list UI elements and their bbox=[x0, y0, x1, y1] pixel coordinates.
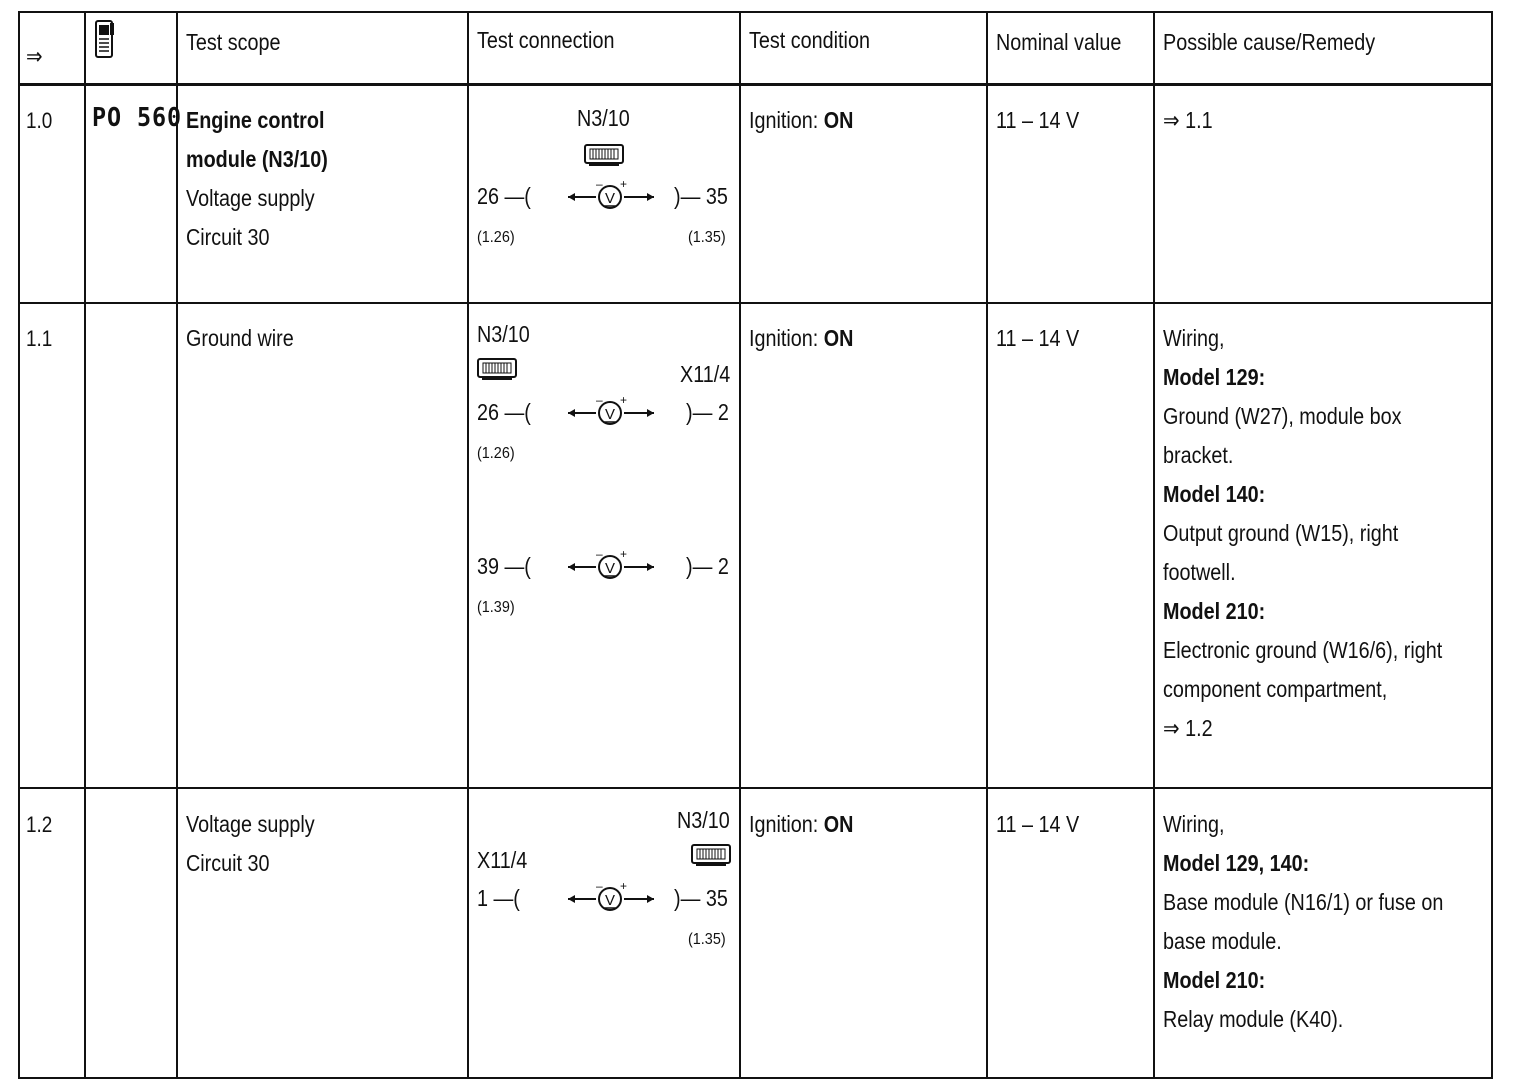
row-divider bbox=[20, 787, 1491, 789]
remedy-line: bracket. bbox=[1163, 442, 1234, 468]
remedy-text bbox=[1163, 805, 1443, 1039]
scope-line: Engine control bbox=[186, 107, 325, 133]
pin-ref: (1.26) bbox=[477, 229, 515, 246]
pin-right: )— 2 bbox=[686, 553, 729, 579]
row-divider bbox=[20, 302, 1491, 304]
nominal-value: 11 – 14 V bbox=[996, 811, 1080, 837]
scope-line: Circuit 30 bbox=[186, 224, 270, 250]
connector-label: X11/4 bbox=[477, 847, 528, 873]
row-step: 1.0 bbox=[26, 108, 53, 133]
model-heading: Model 129: bbox=[1163, 364, 1266, 390]
pin-ref: (1.35) bbox=[688, 931, 726, 948]
col-divider bbox=[467, 13, 469, 1077]
model-heading: Model 210: bbox=[1163, 598, 1266, 624]
pin-left: 39 —( bbox=[477, 553, 531, 579]
pin-right: )— 35 bbox=[674, 183, 728, 209]
connector-label: N3/10 bbox=[477, 321, 530, 347]
col-divider bbox=[84, 13, 86, 1077]
pin-ref: (1.39) bbox=[477, 599, 515, 616]
test-scope-text bbox=[186, 805, 315, 883]
connector-label: X11/4 bbox=[680, 361, 731, 387]
remedy-link: ⇒ 1.2 bbox=[1163, 715, 1213, 741]
pin-ref: (1.35) bbox=[688, 229, 726, 246]
voltmeter-icon bbox=[566, 547, 656, 581]
model-heading: Model 140: bbox=[1163, 481, 1266, 507]
header-test-condition: Test condition bbox=[749, 27, 870, 53]
test-scope-text: Ground wire bbox=[186, 325, 294, 351]
remedy-line: base module. bbox=[1163, 928, 1282, 954]
header-nominal-value: Nominal value bbox=[996, 29, 1122, 55]
remedy-link: ⇒ 1.1 bbox=[1163, 107, 1213, 133]
voltmeter-icon bbox=[566, 879, 656, 913]
col-divider bbox=[986, 13, 988, 1077]
header-test-scope: Test scope bbox=[186, 29, 281, 55]
scope-line: Circuit 30 bbox=[186, 850, 270, 876]
connector-icon bbox=[690, 843, 732, 867]
pin-left: 26 —( bbox=[477, 399, 531, 425]
scope-line: Voltage supply bbox=[186, 185, 315, 211]
remedy-line: Wiring, bbox=[1163, 811, 1225, 837]
test-table bbox=[18, 11, 1493, 1079]
model-heading: Model 210: bbox=[1163, 967, 1266, 993]
row-step: 1.1 bbox=[26, 326, 53, 351]
connector-icon bbox=[476, 357, 518, 381]
model-heading: Model 129, 140: bbox=[1163, 850, 1310, 876]
scope-line: module (N3/10) bbox=[186, 146, 328, 172]
col-divider bbox=[1153, 13, 1155, 1077]
remedy-line: Output ground (W15), right bbox=[1163, 520, 1399, 546]
remedy-line: Wiring, bbox=[1163, 325, 1225, 351]
connector-label: N3/10 bbox=[577, 105, 630, 131]
test-condition: Ignition: ON bbox=[749, 107, 854, 133]
header-divider bbox=[20, 83, 1491, 86]
connector-label: N3/10 bbox=[677, 807, 730, 833]
pin-right: )— 35 bbox=[674, 885, 728, 911]
voltmeter-icon bbox=[566, 393, 656, 427]
test-condition: Ignition: ON bbox=[749, 811, 854, 837]
voltmeter-icon bbox=[566, 177, 656, 211]
test-condition: Ignition: ON bbox=[749, 325, 854, 351]
remedy-line: Ground (W27), module box bbox=[1163, 403, 1402, 429]
pin-ref: (1.26) bbox=[477, 445, 515, 462]
row-step: 1.2 bbox=[26, 812, 53, 837]
nominal-value: 11 – 14 V bbox=[996, 107, 1080, 133]
remedy-line: Base module (N16/1) or fuse on bbox=[1163, 889, 1444, 915]
test-scope-text bbox=[186, 101, 328, 257]
scope-line: Voltage supply bbox=[186, 811, 315, 837]
pin-right: )— 2 bbox=[686, 399, 729, 425]
pin-left: 26 —( bbox=[477, 183, 531, 209]
header-possible-cause: Possible cause/Remedy bbox=[1163, 29, 1376, 55]
header-test-connection: Test connection bbox=[477, 27, 615, 53]
remedy-line: Relay module (K40). bbox=[1163, 1006, 1344, 1032]
col-divider bbox=[739, 13, 741, 1077]
pin-left: 1 —( bbox=[477, 885, 520, 911]
nominal-value: 11 – 14 V bbox=[996, 325, 1080, 351]
connector-icon bbox=[583, 143, 625, 167]
remedy-text bbox=[1163, 319, 1442, 748]
remedy-line: footwell. bbox=[1163, 559, 1236, 585]
header-arrow: ⇒ bbox=[26, 43, 43, 69]
remedy-line: Electronic ground (W16/6), right bbox=[1163, 637, 1443, 663]
remedy-line: component compartment, bbox=[1163, 676, 1388, 702]
col-divider bbox=[176, 13, 178, 1077]
handheld-tester-icon bbox=[94, 19, 116, 61]
fault-code: PO 560 bbox=[92, 103, 182, 133]
